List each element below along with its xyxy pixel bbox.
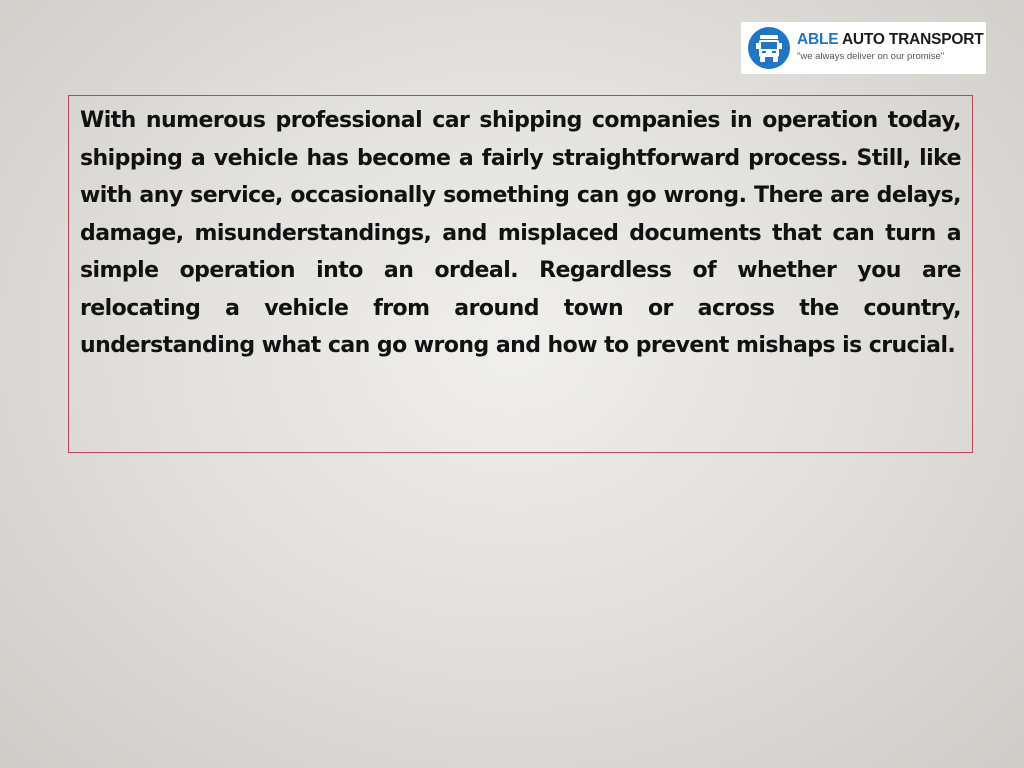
logo-brand-primary: ABLE [797, 31, 839, 48]
company-logo [741, 22, 986, 74]
logo-tagline: "we always deliver on our promise" [797, 51, 945, 62]
logo-brand-secondary: AUTO TRANSPORT [841, 31, 984, 48]
truck-icon [747, 26, 791, 70]
body-paragraph: With numerous professional car shipping companies in operation today, shipping a vehicle has become a fairly straightforward process. Still, like with any service, occasionally something can go wrong. There are delays, damage, misunderstandings, and misplaced documents that can turn a simple operation into an ordeal. Regardless of whether you are relocating a vehicle from around town or across the country, understanding what can go wrong and how to prevent mishaps is crucial. [80, 108, 961, 358]
content-text-box [68, 95, 973, 453]
